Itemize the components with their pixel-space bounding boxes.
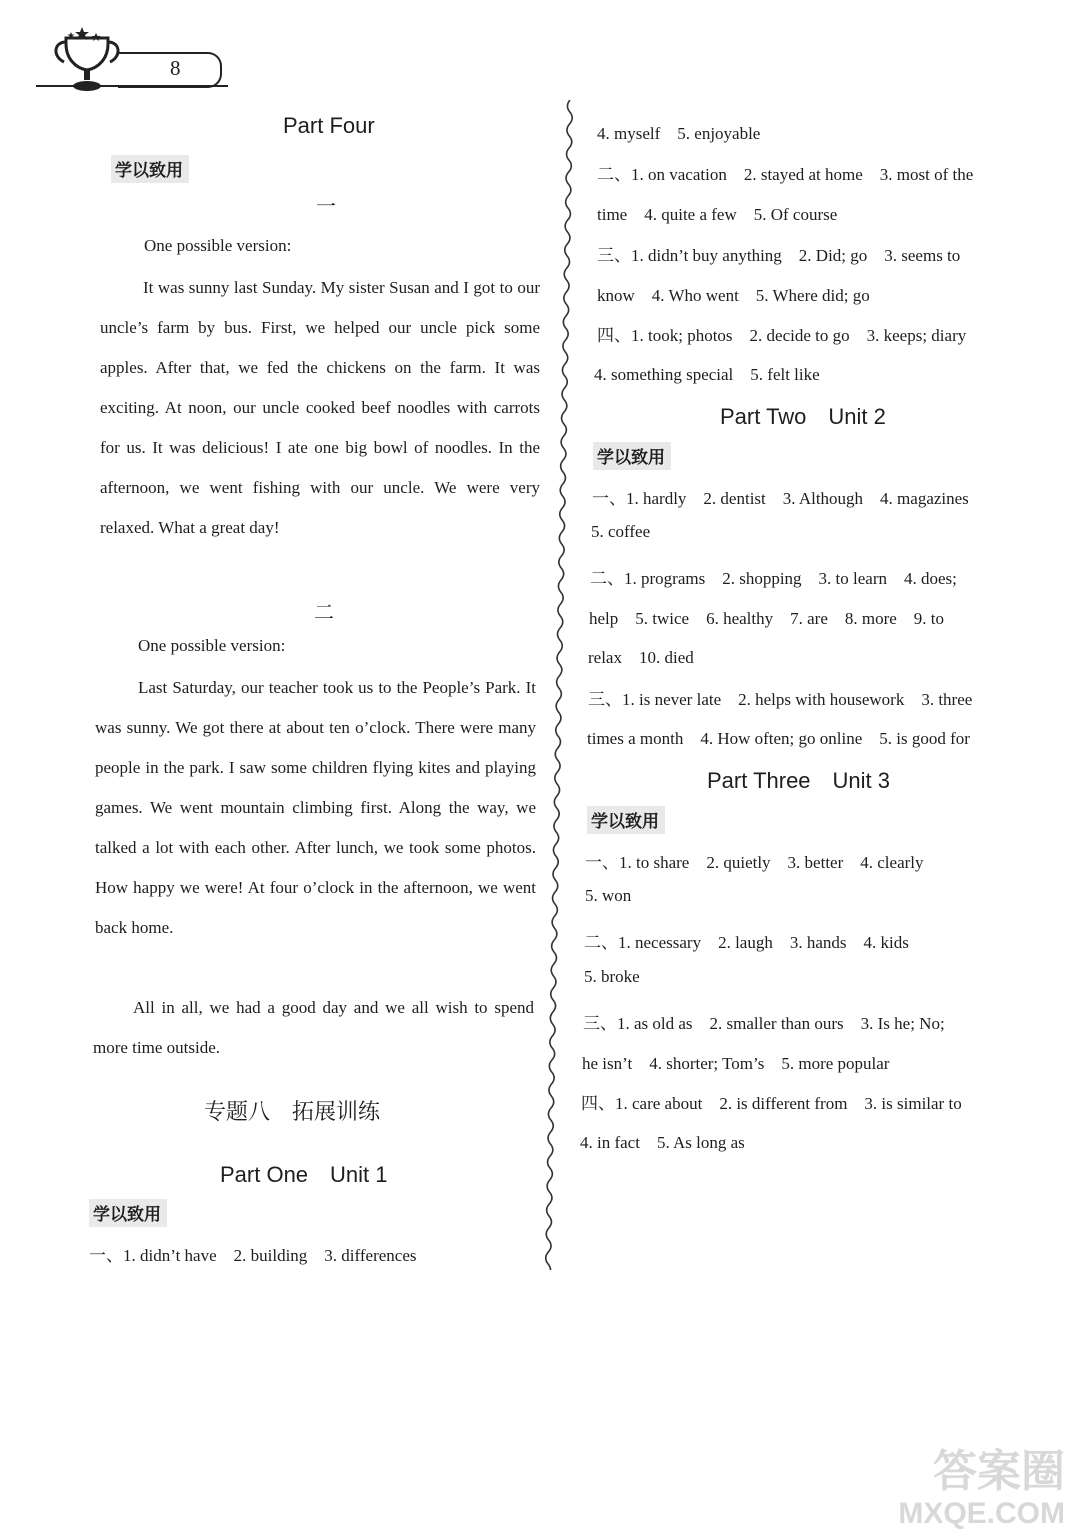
watermark bbox=[898, 1446, 1065, 1530]
answer-line: know 4. Who went 5. Where did; go bbox=[597, 286, 870, 305]
answer-line: 5. won bbox=[585, 886, 632, 905]
page-number: 8 bbox=[170, 56, 181, 80]
watermark-url: MXQE.COM bbox=[898, 1497, 1065, 1530]
answer-line: he isn’t 4. shorter; Tom’s 5. more popular bbox=[582, 1054, 890, 1073]
answer-line: 一、1. to share 2. quietly 3. better 4. clearly bbox=[585, 853, 924, 872]
column-divider bbox=[540, 100, 576, 1270]
answer-line: relax 10. died bbox=[588, 648, 694, 667]
sample-intro-1: One possible version: bbox=[144, 236, 292, 255]
watermark-logo: 答案圈 bbox=[933, 1446, 1065, 1497]
heading-part-four: Part Four bbox=[283, 113, 375, 138]
sample-essay-2: Last Saturday, our teacher took us to the People’s Park. It was sunny. We got there at about ten o’clock. There were many people in the park. I saw some children flying kites and playing games. We went mountain climbing first. Along the way, we talked a lot with each other. After lunch, we took some photos. How happy we were! At four o’clock in the afternoon, we went back home. bbox=[95, 678, 536, 937]
section-tag: 学以致用 bbox=[89, 1199, 167, 1227]
trophy-icon bbox=[44, 24, 130, 96]
heading-part-three: Part Three Unit 3 bbox=[707, 768, 891, 793]
answer-line: 四、1. took; photos 2. decide to go 3. keeps; diary bbox=[597, 326, 967, 345]
heading-part-one: Part One Unit 1 bbox=[220, 1162, 388, 1187]
answer-line: 二、1. necessary 2. laugh 3. hands 4. kids bbox=[584, 933, 909, 952]
sample-essay-1: It was sunny last Sunday. My sister Susan and I got to our uncle’s farm by bus. First, we helped our uncle pick some apples. After that, we fed the chickens on the farm. It was exciting. At noon, our uncle cooked beef noodles with carrots for us. It was delicious! I ate one big bowl of noodles. In the afternoon, we went fishing with our uncle. We were very relaxed. What a great day! bbox=[100, 278, 540, 537]
section-tag: 学以致用 bbox=[587, 806, 665, 834]
sample-essay-2-conclusion: All in all, we had a good day and we all wish to spend more time outside. bbox=[93, 998, 534, 1057]
topic-title: 专题八 拓展训练 bbox=[204, 1100, 381, 1125]
answer-line: 一、1. didn’t have 2. building 3. differences bbox=[89, 1246, 417, 1265]
answer-line: times a month 4. How often; go online 5. is good for bbox=[587, 729, 970, 748]
answer-line: 5. broke bbox=[584, 967, 640, 986]
answer-line: 三、1. didn’t buy anything 2. Did; go 3. seems to bbox=[597, 246, 961, 265]
answer-line: help 5. twice 6. healthy 7. are 8. more 9. to bbox=[589, 609, 945, 628]
answer-line: 三、1. is never late 2. helps with housework 3. three bbox=[588, 690, 973, 709]
section-tag: 学以致用 bbox=[111, 155, 189, 183]
answer-line: time 4. quite a few 5. Of course bbox=[597, 205, 838, 224]
heading-part-two: Part Two Unit 2 bbox=[720, 404, 886, 429]
answer-line: 四、1. care about 2. is different from 3. is similar to bbox=[581, 1094, 962, 1113]
answer-line: 三、1. as old as 2. smaller than ours 3. Is he; No; bbox=[583, 1014, 945, 1033]
answer-line: 一、1. hardly 2. dentist 3. Although 4. magazines bbox=[592, 489, 969, 508]
answer-line: 二、1. programs 2. shopping 3. to learn 4. does; bbox=[590, 569, 957, 588]
section-number-2: 二 bbox=[314, 600, 334, 624]
answer-line: 4. myself 5. enjoyable bbox=[597, 124, 761, 143]
section-number-1: 一 bbox=[316, 194, 336, 218]
section-tag: 学以致用 bbox=[593, 442, 671, 470]
answer-line: 5. coffee bbox=[591, 522, 651, 541]
answer-line: 二、1. on vacation 2. stayed at home 3. most of the bbox=[597, 165, 974, 184]
answer-line: 4. something special 5. felt like bbox=[594, 365, 820, 384]
sample-intro-2: One possible version: bbox=[138, 636, 286, 655]
answer-line: 4. in fact 5. As long as bbox=[580, 1133, 745, 1152]
